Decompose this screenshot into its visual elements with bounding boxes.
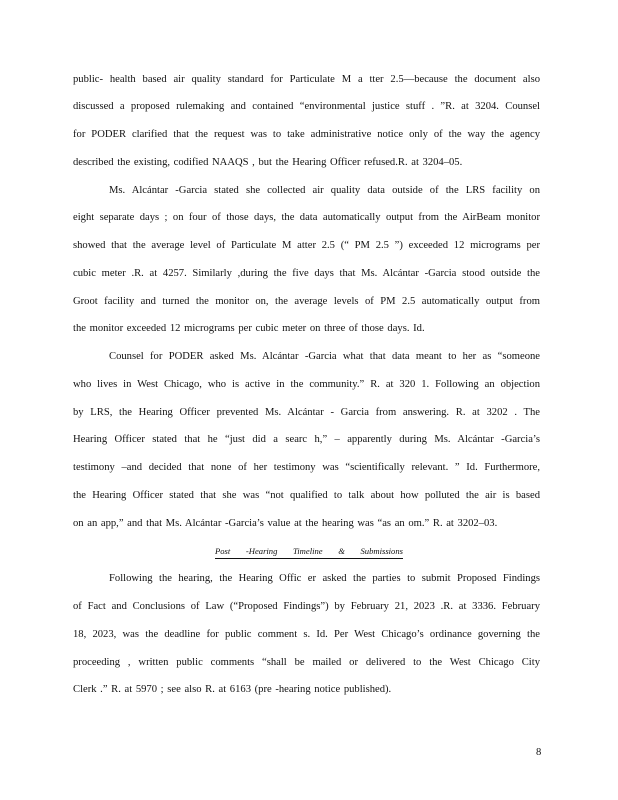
body-line: Hearing Officer stated that he “just did a searc h,” – apparently during Ms. Alcántar -Garcia’s	[73, 434, 540, 445]
body-line: public- health based air quality standard for Particulate M a tter 2.5—because the document also	[73, 74, 540, 85]
body-line: by LRS, the Hearing Officer prevented Ms. Alcántar - Garcia from answering. R. at 3202 . The	[73, 407, 540, 418]
body-line: proceeding , written public comments “shall be mailed or delivered to the West Chicago City	[73, 657, 540, 668]
body-line: on an app,” and that Ms. Alcántar -Garcia’s value at the hearing was “as an om.” R. at 3202–03.	[73, 518, 498, 529]
body-line: who lives in West Chicago, who is active in the community.” R. at 320 1. Following an objection	[73, 379, 540, 390]
body-line: Groot facility and turned the monitor on, the average levels of PM 2.5 automatically output from	[73, 296, 540, 307]
body-line: eight separate days ; on four of those days, the data automatically output from the AirBeam monitor	[73, 212, 540, 223]
body-line: Counsel for PODER asked Ms. Alcántar -Garcia what that data meant to her as “someone	[109, 351, 540, 362]
body-line: of Fact and Conclusions of Law (“Proposed Findings”) by February 21, 2023 .R. at 3336. February	[73, 601, 540, 612]
body-line: 18, 2023, was the deadline for public comment s. Id. Per West Chicago’s ordinance governing the	[73, 629, 540, 640]
body-line: described the existing, codified NAAQS , but the Hearing Officer refused.R. at 3204–05.	[73, 157, 463, 168]
body-line: cubic meter .R. at 4257. Similarly ,during the five days that Ms. Alcántar -Garcia stood outside the	[73, 268, 540, 279]
body-line: the monitor exceeded 12 micrograms per cubic meter on three of those days. Id.	[73, 323, 425, 334]
body-line: showed that the average level of Particulate M atter 2.5 (“ PM 2.5 ”) exceeded 12 micrograms per	[73, 240, 540, 251]
section-heading: Post -Hearing Timeline & Submissions	[215, 546, 403, 559]
body-line: Ms. Alcántar -Garcia stated she collected air quality data outside of the LRS facility on	[109, 185, 540, 196]
body-line: the Hearing Officer stated that she was “not qualified to talk about how polluted the air is based	[73, 490, 540, 501]
body-line: Following the hearing, the Hearing Offic er asked the parties to submit Proposed Findings	[109, 573, 540, 584]
body-line: for PODER clarified that the request was to take administrative notice only of the way the agency	[73, 129, 540, 140]
body-line: discussed a proposed rulemaking and contained “environmental justice stuff . ”R. at 3204. Counsel	[73, 101, 540, 112]
body-line: Clerk .” R. at 5970 ; see also R. at 6163 (pre -hearing notice published).	[73, 684, 392, 695]
page-number: 8	[536, 747, 542, 758]
body-line: testimony –and decided that none of her testimony was “scientifically relevant. ” Id. Furthermore,	[73, 462, 540, 473]
